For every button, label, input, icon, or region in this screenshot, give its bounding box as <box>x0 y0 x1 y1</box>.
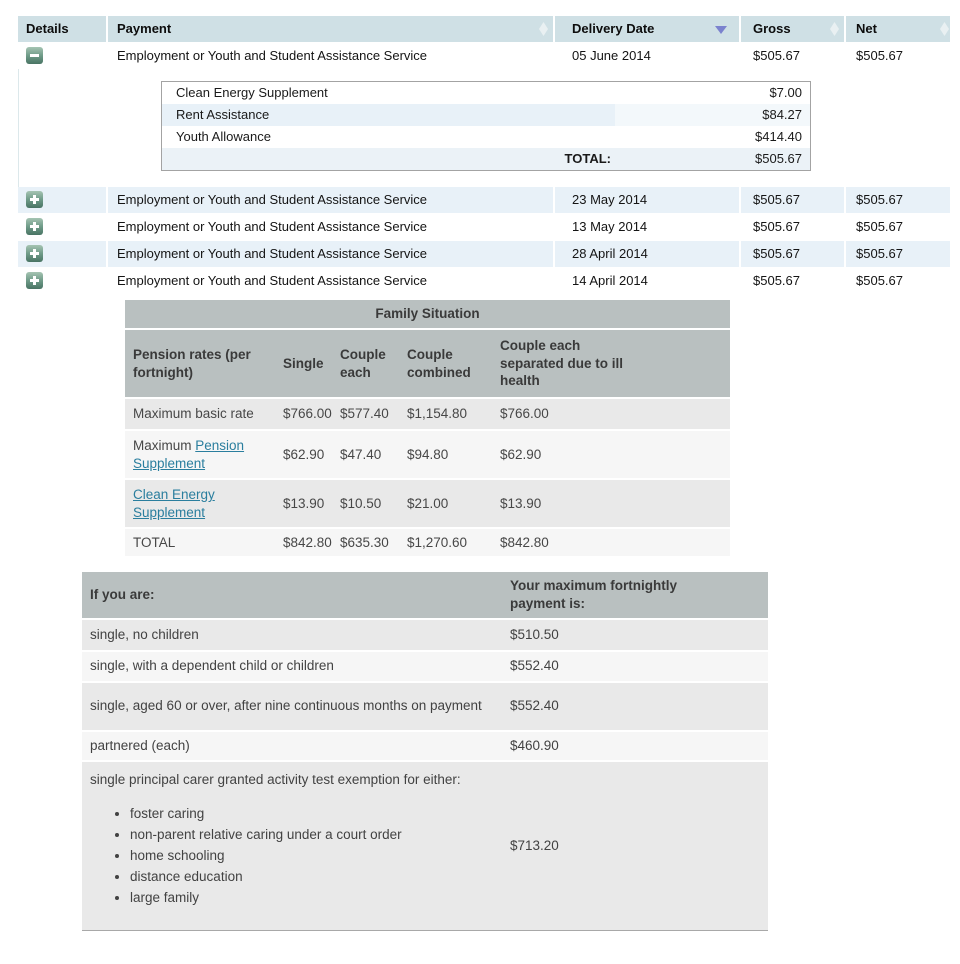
payment-amount: $552.40 <box>502 683 768 730</box>
rate-label-text: Maximum <box>133 437 196 453</box>
net-amount: $505.67 <box>846 241 950 267</box>
payment-name: Employment or Youth and Student Assistance Service <box>108 241 553 267</box>
rate-couple-each: $47.40 <box>332 431 399 478</box>
payment-name: Employment or Youth and Student Assistance Service <box>108 43 553 69</box>
rate-couple-combined: $1,154.80 <box>399 399 492 429</box>
net-amount: $505.67 <box>846 214 950 240</box>
rate-couple-each: $577.40 <box>332 399 399 429</box>
pension-rate-row <box>125 431 730 478</box>
expand-icon[interactable] <box>26 218 43 235</box>
payment-name: Employment or Youth and Student Assistance Service <box>108 187 553 213</box>
rate-single: $13.90 <box>275 480 332 527</box>
payments-table <box>18 16 950 294</box>
header-max-payment: Your maximum fortnightly payment is: <box>510 577 678 611</box>
gross-amount: $505.67 <box>741 268 844 294</box>
rate-couple-separated: $62.90 <box>492 431 730 478</box>
component-amount: $414.40 <box>755 129 802 144</box>
list-item: • non-parent relative caring under a court order <box>130 824 494 845</box>
rate-single: $62.90 <box>275 431 332 478</box>
expand-icon[interactable] <box>26 272 43 289</box>
net-amount: $505.67 <box>846 43 950 69</box>
exemption-list <box>114 803 494 908</box>
header-couple-combined: Couple combined <box>407 346 471 380</box>
sort-icon[interactable] <box>539 22 548 36</box>
column-header-payment-label: Payment <box>117 21 172 36</box>
rate-label: Maximum basic rate <box>125 399 275 429</box>
component-label: Clean Energy Supplement <box>176 85 328 100</box>
situation-label: partnered (each) <box>82 732 502 760</box>
rate-label: TOTAL <box>125 529 275 556</box>
column-header-net[interactable] <box>846 16 950 42</box>
payment-name: Employment or Youth and Student Assistance Service <box>108 268 553 294</box>
header-single: Single <box>283 355 324 371</box>
column-header-details[interactable]: Details <box>18 16 106 42</box>
column-header-payment[interactable] <box>108 16 553 42</box>
gross-amount: $505.67 <box>741 187 844 213</box>
rate-couple-each: $10.50 <box>332 480 399 527</box>
header-pension-rates: Pension rates (per fortnight) <box>133 346 251 380</box>
sort-icon[interactable] <box>940 22 949 36</box>
list-item: • home schooling <box>130 845 494 866</box>
delivery-date: 05 June 2014 <box>555 43 739 69</box>
rate-couple-separated: $766.00 <box>492 399 730 429</box>
rate-row <box>82 620 768 650</box>
column-header-net-label: Net <box>856 21 877 36</box>
rate-couple-separated: $842.80 <box>492 529 730 556</box>
situation-label <box>82 762 502 930</box>
delivery-date: 13 May 2014 <box>555 214 739 240</box>
gross-amount: $505.67 <box>741 241 844 267</box>
gross-amount: $505.67 <box>741 43 844 69</box>
rate-row <box>82 652 768 681</box>
component-amount: $84.27 <box>615 104 810 126</box>
list-item: • foster caring <box>130 803 494 824</box>
total-amount: $505.67 <box>755 151 802 166</box>
component-label: Youth Allowance <box>176 129 271 144</box>
sort-icon[interactable] <box>830 22 839 36</box>
column-header-gross[interactable] <box>741 16 844 42</box>
payment-row <box>18 214 950 240</box>
delivery-date: 28 April 2014 <box>555 241 739 267</box>
component-total-row <box>162 148 810 170</box>
sort-desc-icon[interactable] <box>715 26 727 34</box>
payment-row <box>18 241 950 267</box>
gross-amount: $505.67 <box>741 214 844 240</box>
payment-components-table <box>161 81 811 171</box>
component-row <box>162 104 810 126</box>
payments-table-header <box>18 16 950 42</box>
rate-row <box>82 732 768 760</box>
component-label: Rent Assistance <box>162 104 615 126</box>
delivery-date: 23 May 2014 <box>555 187 739 213</box>
payment-name: Employment or Youth and Student Assistance Service <box>108 214 553 240</box>
component-row <box>162 126 810 148</box>
fortnightly-payment-table <box>82 572 768 931</box>
clean-energy-supplement-link[interactable]: Clean Energy Supplement <box>133 486 215 520</box>
rate-couple-separated: $13.90 <box>492 480 730 527</box>
list-item: • distance education <box>130 866 494 887</box>
payment-amount: $460.90 <box>502 732 768 760</box>
payment-row <box>18 43 950 69</box>
net-amount: $505.67 <box>846 268 950 294</box>
header-couple-each: Couple each <box>340 346 386 380</box>
rate-label <box>125 431 275 478</box>
pension-total-row <box>125 529 730 556</box>
rate-single: $766.00 <box>275 399 332 429</box>
situation-label: single, no children <box>82 620 502 650</box>
total-label: TOTAL: <box>564 151 611 166</box>
list-item: • large family <box>130 887 494 908</box>
situation-text: single principal carer granted activity test exemption for either: <box>90 772 461 787</box>
situation-label: single, with a dependent child or children <box>82 652 502 681</box>
column-header-delivery-date[interactable] <box>555 16 739 42</box>
rate-label <box>125 480 275 527</box>
pension-rate-row <box>125 480 730 527</box>
pension-rate-row <box>125 399 730 429</box>
header-couple-separated: Couple each separated due to ill health <box>500 338 624 389</box>
header-if-you-are: If you are: <box>90 586 155 602</box>
rate-row <box>82 683 768 730</box>
column-header-delivery-date-label: Delivery Date <box>572 21 655 36</box>
pension-supplement-link[interactable]: Pension Supplement <box>133 437 245 471</box>
column-header-gross-label: Gross <box>753 21 791 36</box>
family-situation-caption: Family Situation <box>125 300 730 328</box>
net-amount: $505.67 <box>846 187 950 213</box>
payment-row <box>18 187 950 213</box>
payment-amount: $510.50 <box>502 620 768 650</box>
component-row <box>162 82 810 104</box>
rate-couple-combined: $21.00 <box>399 480 492 527</box>
expand-icon[interactable] <box>26 191 43 208</box>
rate-row <box>82 762 768 930</box>
situation-label: single, aged 60 or over, after nine continuous months on payment <box>82 683 502 730</box>
collapse-icon[interactable] <box>26 47 43 64</box>
fortnightly-table-header <box>82 572 768 618</box>
rate-single: $842.80 <box>275 529 332 556</box>
expanded-payment-details <box>18 69 950 187</box>
expand-icon[interactable] <box>26 245 43 262</box>
rate-couple-combined: $94.80 <box>399 431 492 478</box>
family-situation-table <box>125 300 730 558</box>
delivery-date: 14 April 2014 <box>555 268 739 294</box>
component-amount: $7.00 <box>769 85 802 100</box>
family-situation-header <box>125 330 730 397</box>
payment-amount: $713.20 <box>502 762 768 930</box>
payment-amount: $552.40 <box>502 652 768 681</box>
rate-couple-combined: $1,270.60 <box>399 529 492 556</box>
payment-row <box>18 268 950 294</box>
rate-couple-each: $635.30 <box>332 529 399 556</box>
